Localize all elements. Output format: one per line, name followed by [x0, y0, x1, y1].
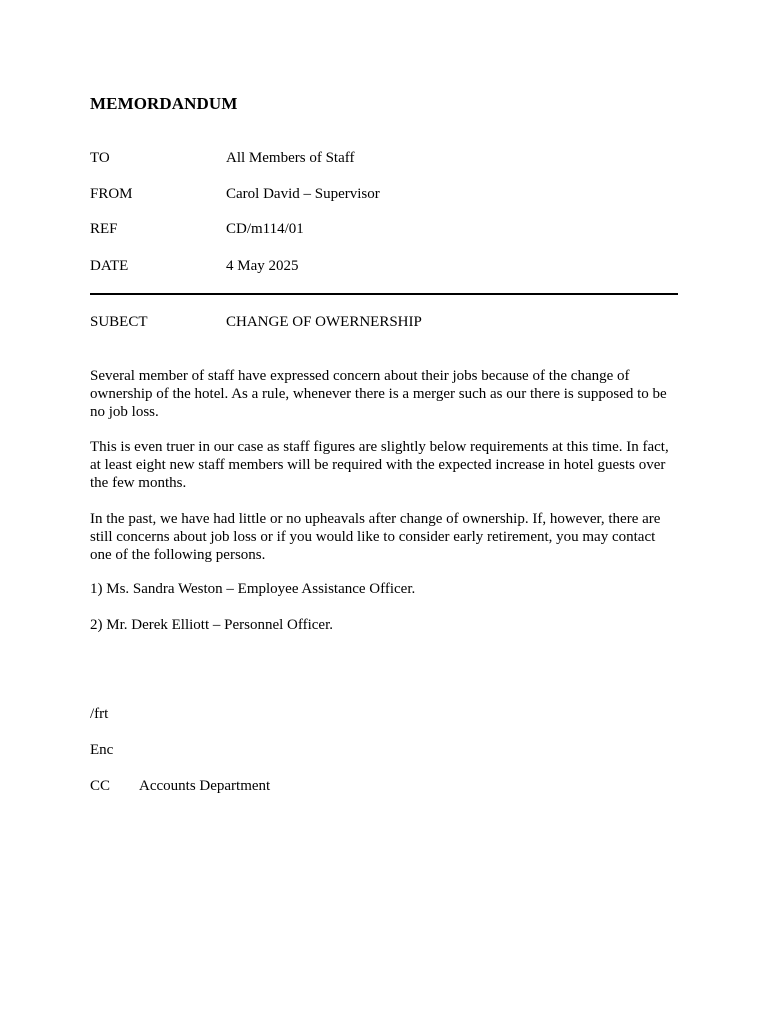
- to-row: [90, 148, 678, 168]
- body-paragraph-2: This is even truer in our case as staff figures are slightly below requirements at this time. In fact, at least eight new staff members will be required with the expected increase in hotel guests over the few months.: [90, 439, 669, 491]
- date-value: 4 May 2025: [226, 258, 299, 274]
- subject-label: SUBECT: [90, 314, 148, 330]
- subject-row: [90, 312, 678, 332]
- reference-initials: /frt: [90, 706, 109, 722]
- contact-item-2: 2) Mr. Derek Elliott – Personnel Officer.: [90, 617, 334, 633]
- from-value: Carol David – Supervisor: [226, 186, 380, 202]
- date-row: [90, 256, 678, 276]
- ref-label: REF: [90, 221, 118, 237]
- ref-row: [90, 219, 678, 239]
- body-paragraph-3: In the past, we have had little or no upheavals after change of ownership. If, however, there are still concerns about job loss or if you would like to consider early retirement, you may contact one of the following persons.: [90, 511, 661, 563]
- enclosure-note: Enc: [90, 742, 114, 758]
- memo-title: MEMORDANDUM: [90, 94, 238, 113]
- header-divider: [90, 293, 678, 295]
- contact-item-1: 1) Ms. Sandra Weston – Employee Assistance Officer.: [90, 581, 416, 597]
- date-label: DATE: [90, 258, 129, 274]
- ref-value: CD/m114/01: [226, 221, 304, 237]
- cc-value: Accounts Department: [139, 778, 271, 794]
- body-paragraph-1: Several member of staff have expressed concern about their jobs because of the change of ownership of the hotel. As a rule, whenever there is a merger such as our there is supposed to be no job loss.: [90, 368, 667, 420]
- from-row: [90, 184, 678, 204]
- cc-label: CC: [90, 778, 111, 794]
- from-label: FROM: [90, 186, 133, 202]
- to-label: TO: [90, 150, 110, 166]
- subject-value: CHANGE OF OWERNERSHIP: [226, 314, 422, 330]
- to-value: All Members of Staff: [226, 150, 355, 166]
